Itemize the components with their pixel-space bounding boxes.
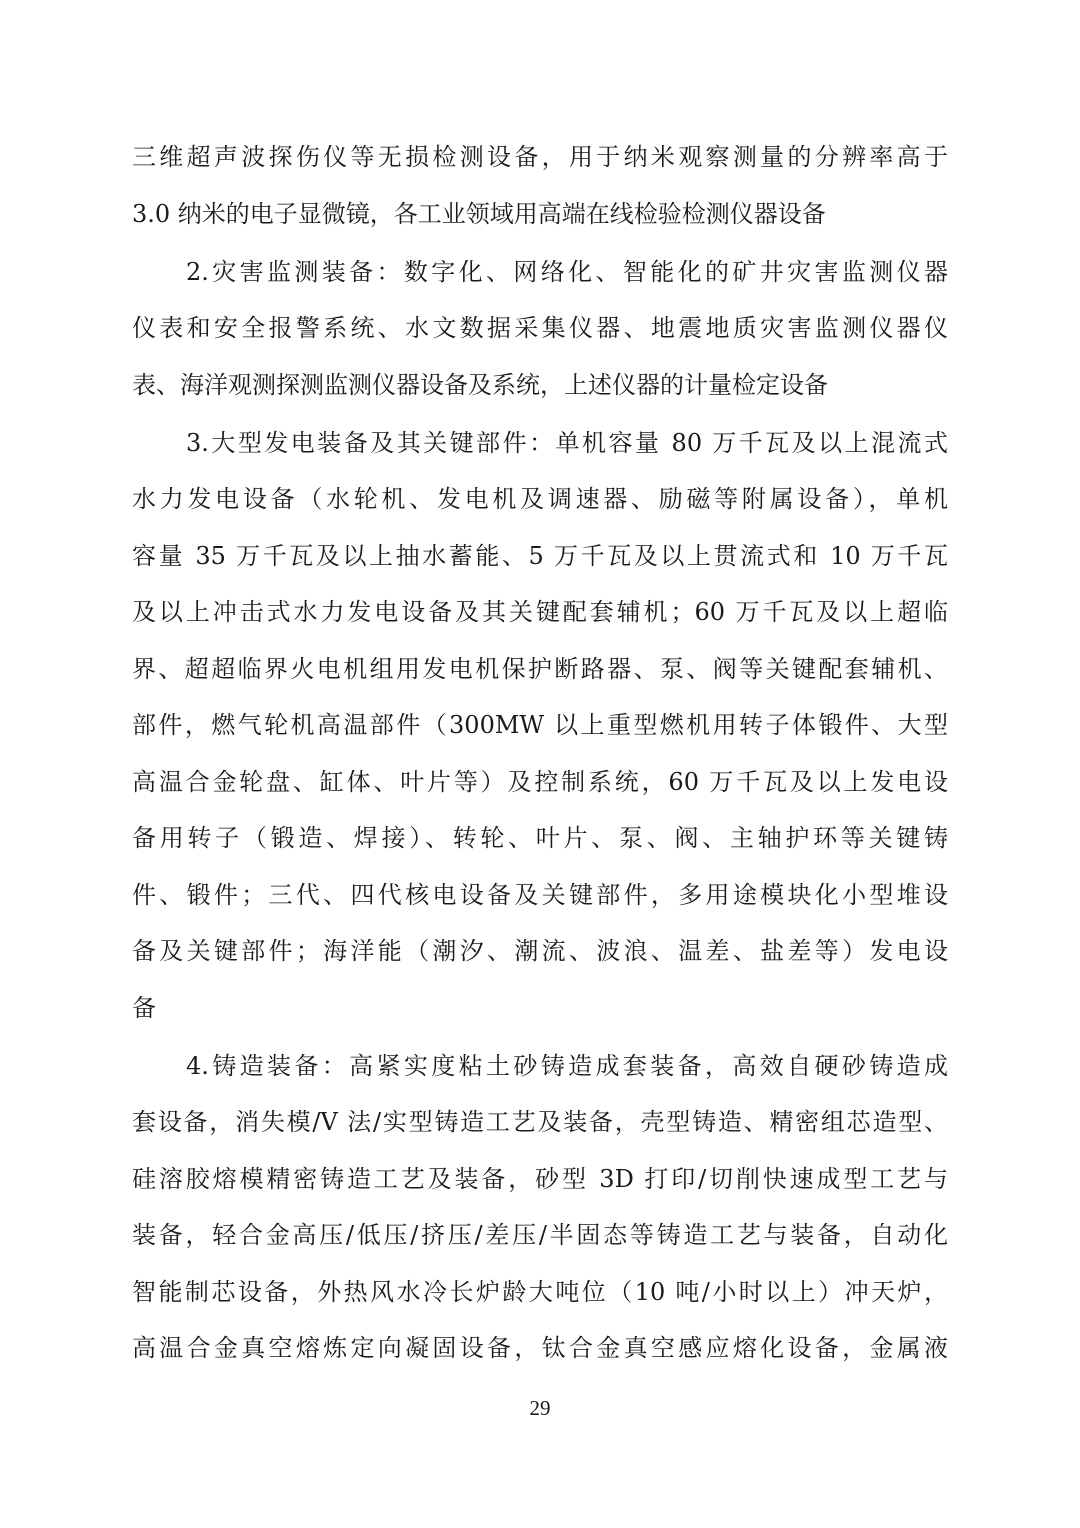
text-line: 硅溶胶熔模精密铸造工艺及装备，砂型 3D 打印/切削快速成型工艺与 — [132, 1165, 948, 1193]
text-line: 部件，燃气轮机高温部件（300MW 以上重型燃机用转子体锻件、大型 — [132, 711, 948, 739]
text-line: 备 — [132, 994, 156, 1022]
text-line: 装备，轻合金高压/低压/挤压/差压/半固态等铸造工艺与装备，自动化 — [132, 1221, 948, 1249]
text-line: 高温合金真空熔炼定向凝固设备，钛合金真空感应熔化设备，金属液 — [132, 1334, 948, 1362]
text-line: 界、超超临界火电机组用发电机保护断路器、泵、阀等关键配套辅机、 — [132, 655, 948, 683]
text-line: 套设备，消失模/V 法/实型铸造工艺及装备，壳型铸造、精密组芯造型、 — [132, 1108, 948, 1136]
text-line: 仪表和安全报警系统、水文数据采集仪器、地震地质灾害监测仪器仪 — [132, 314, 948, 342]
text-line-paragraph-start: 2.灾害监测装备：数字化、网络化、智能化的矿井灾害监测仪器 — [186, 258, 948, 286]
text-line-paragraph-start: 4.铸造装备：高紧实度粘土砂铸造成套装备，高效自硬砂铸造成 — [186, 1052, 948, 1080]
text-line: 3.0 纳米的电子显微镜，各工业领域用高端在线检验检测仪器设备 — [132, 200, 826, 228]
text-line: 备用转子（锻造、焊接）、转轮、叶片、泵、阀、主轴护环等关键铸 — [132, 824, 948, 852]
text-line: 备及关键部件；海洋能（潮汐、潮流、波浪、温差、盐差等）发电设 — [132, 937, 948, 965]
text-line: 三维超声波探伤仪等无损检测设备，用于纳米观察测量的分辨率高于 — [132, 143, 948, 171]
text-line: 容量 35 万千瓦及以上抽水蓄能、5 万千瓦及以上贯流式和 10 万千瓦 — [132, 542, 948, 570]
text-line: 高温合金轮盘、缸体、叶片等）及控制系统，60 万千瓦及以上发电设 — [132, 768, 948, 796]
text-line: 表、海洋观测探测监测仪器设备及系统，上述仪器的计量检定设备 — [132, 371, 828, 399]
text-line: 及以上冲击式水力发电设备及其关键配套辅机；60 万千瓦及以上超临 — [132, 598, 948, 626]
page-number: 29 — [529, 1396, 551, 1420]
text-line-paragraph-start: 3.大型发电装备及其关键部件：单机容量 80 万千瓦及以上混流式 — [186, 429, 948, 457]
text-line: 智能制芯设备，外热风水冷长炉龄大吨位（10 吨/小时以上）冲天炉， — [132, 1278, 948, 1306]
text-line: 水力发电设备（水轮机、发电机及调速器、励磁等附属设备），单机 — [132, 485, 948, 513]
text-line: 件、锻件；三代、四代核电设备及关键部件，多用途模块化小型堆设 — [132, 881, 948, 909]
